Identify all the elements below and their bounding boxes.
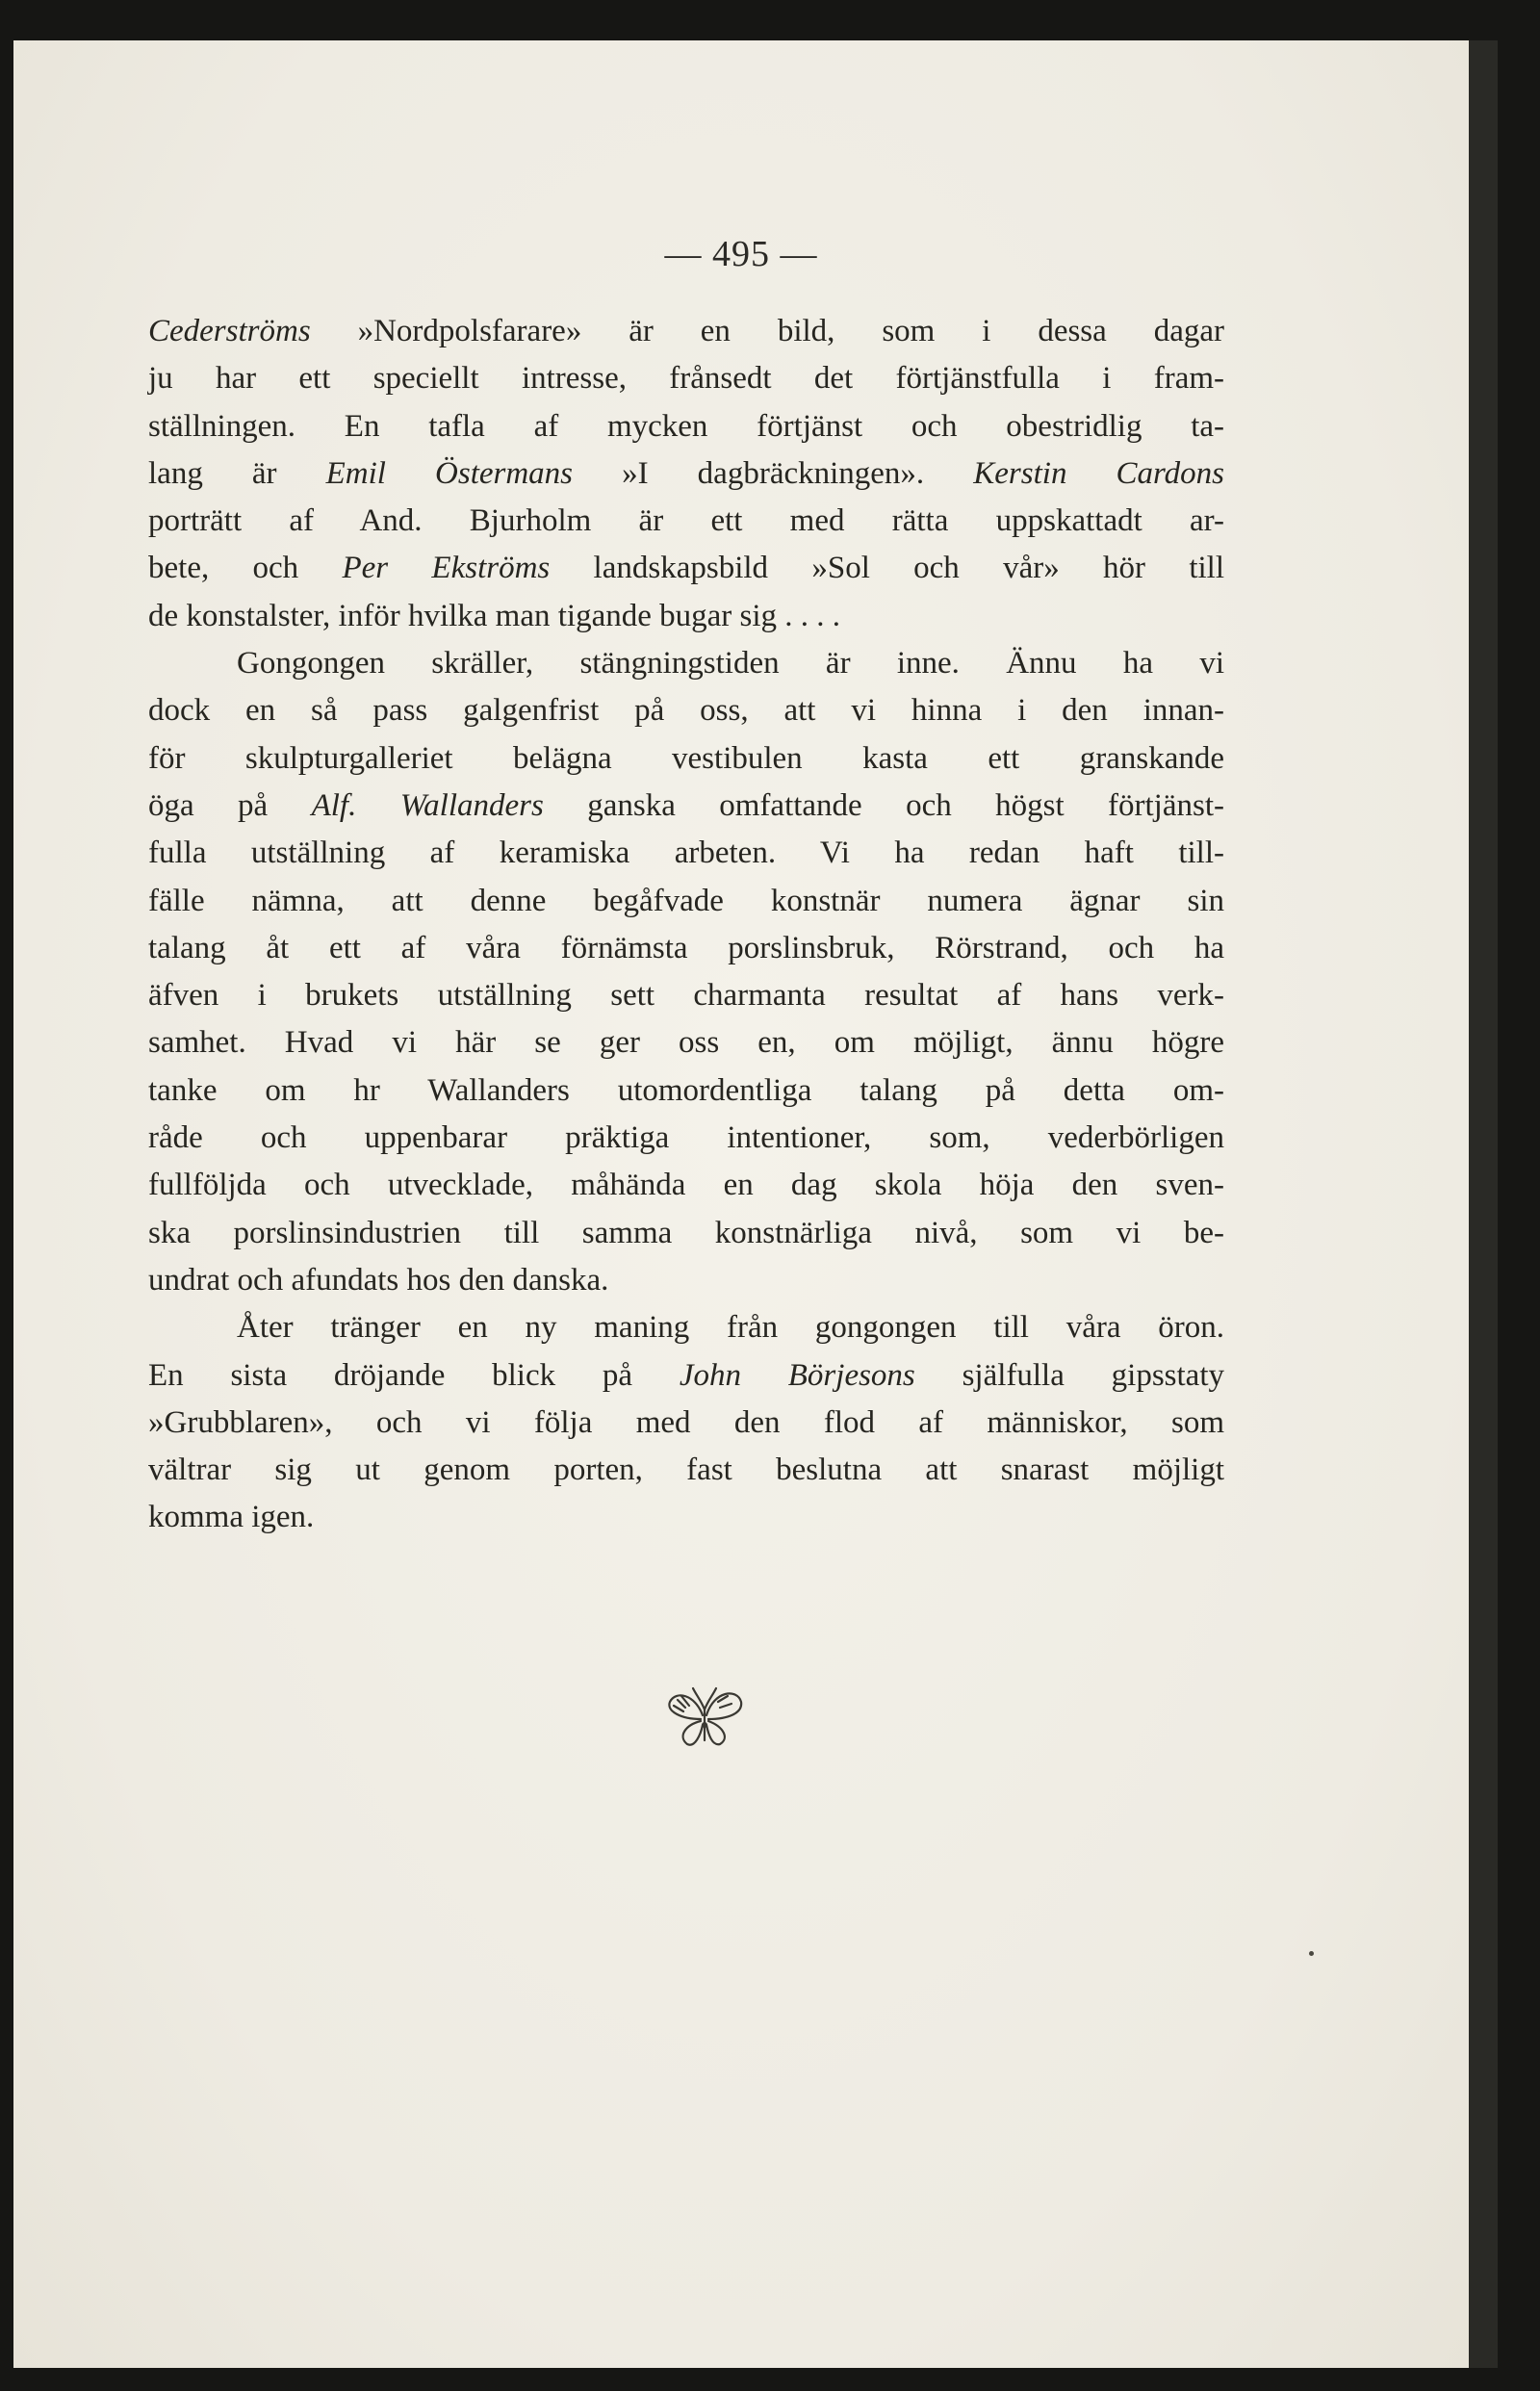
butterfly-ornament-icon: [656, 1677, 753, 1763]
text-segment: för skulpturgalleriet belägna vestibulen kasta ett granskande: [148, 740, 1224, 776]
text-line: [148, 925, 1224, 972]
italic-name: Cederströms: [148, 314, 311, 348]
text-line: [148, 1447, 1224, 1494]
text-segment: bete, och: [148, 551, 343, 586]
text-segment: öga på: [148, 787, 312, 823]
text-line: [148, 1400, 1224, 1447]
text-segment: äfven i brukets utställning sett charmanta resultat af hans verk-: [148, 978, 1224, 1014]
text-segment: En sista dröjande blick på: [148, 1357, 680, 1393]
text-line: [148, 1352, 1224, 1400]
text-line: [148, 830, 1224, 877]
text-line: [148, 1210, 1224, 1257]
text-line: [148, 355, 1224, 402]
text-segment: »Nordpolsfarare» är en bild, som i dessa dagar: [310, 314, 1224, 348]
text-line: [148, 783, 1224, 830]
text-line: [148, 593, 1224, 640]
italic-name: Per Ekströms: [342, 551, 551, 586]
text-segment: ska porslinsindustrien till samma konstnärliga nivå, som vi be-: [148, 1215, 1224, 1250]
text-line: [148, 498, 1224, 545]
text-segment: komma igen.: [148, 1500, 315, 1535]
text-line: [148, 1257, 1224, 1304]
text-segment: porträtt af And. Bjurholm är ett med rätta uppskattadt ar-: [148, 503, 1224, 539]
text-segment: talang åt ett af våra förnämsta porslinsbruk, Rörstrand, och ha: [148, 930, 1224, 965]
text-line: [148, 972, 1224, 1019]
text-line: [148, 1304, 1224, 1351]
text-segment: de konstalster, inför hvilka man tigande bugar sig . . . .: [148, 598, 841, 633]
text-line: [148, 1019, 1224, 1067]
text-segment: samhet. Hvad vi här se ger oss en, om möjligt, ännu högre: [148, 1025, 1224, 1061]
text-segment: Åter tränger en ny maning från gongongen till våra öron.: [237, 1310, 1224, 1346]
text-line: [148, 403, 1224, 450]
italic-name: Kerstin Cardons: [973, 455, 1224, 491]
text-line: [148, 545, 1224, 592]
text-segment: råde och uppenbarar präktiga intentioner, som, vederbörligen: [148, 1120, 1224, 1156]
text-line: [148, 1494, 1224, 1541]
page-number: — 495 —: [664, 234, 818, 274]
text-segment: fulla utställning af keramiska arbeten. Vi ha redan haft till-: [148, 836, 1224, 871]
text-line: [148, 735, 1224, 783]
book-page: [13, 40, 1469, 2368]
text-segment: själfulla gipsstaty: [914, 1357, 1224, 1393]
text-line: [148, 640, 1224, 687]
text-segment: vältrar sig ut genom porten, fast beslutna att snarast möjligt: [148, 1453, 1224, 1488]
scan-edge: [1469, 40, 1498, 2368]
text-segment: landskapsbild »Sol och vår» hör till: [550, 551, 1225, 586]
text-line: [148, 308, 1224, 355]
italic-name: John Börjesons: [679, 1357, 915, 1393]
text-segment: lang är: [148, 455, 326, 491]
text-segment: fälle nämna, att denne begåfvade konstnär numera ägnar sin: [148, 883, 1224, 918]
text-segment: undrat och afundats hos den danska.: [148, 1262, 609, 1298]
text-segment: ju har ett speciellt intresse, frånsedt det förtjänstfulla i fram-: [148, 361, 1224, 397]
text-segment: dock en så pass galgenfrist på oss, att vi hinna i den innan-: [148, 693, 1224, 729]
paper-speck: [1309, 1951, 1314, 1956]
text-segment: Gongongen skräller, stängningstiden är inne. Ännu ha vi: [237, 646, 1224, 681]
text-segment: fullföljda och utvecklade, måhända en dag skola höja den sven-: [148, 1168, 1224, 1203]
text-segment: »I dagbräckningen».: [573, 455, 974, 491]
text-line: [148, 687, 1224, 734]
body-text: [148, 308, 1224, 1542]
text-segment: tanke om hr Wallanders utomordentliga talang på detta om-: [148, 1072, 1224, 1108]
italic-name: Alf. Wallanders: [311, 787, 544, 823]
text-line: [148, 1067, 1224, 1115]
italic-name: Emil Östermans: [325, 455, 574, 491]
text-segment: ganska omfattande och högst förtjänst-: [543, 787, 1224, 823]
text-line: [148, 1162, 1224, 1209]
text-segment: »Grubblaren», och vi följa med den flod af människor, som: [148, 1404, 1224, 1440]
text-line: [148, 878, 1224, 925]
text-line: [148, 450, 1224, 498]
text-segment: ställningen. En tafla af mycken förtjänst och obestridlig ta-: [148, 408, 1224, 444]
text-line: [148, 1115, 1224, 1162]
